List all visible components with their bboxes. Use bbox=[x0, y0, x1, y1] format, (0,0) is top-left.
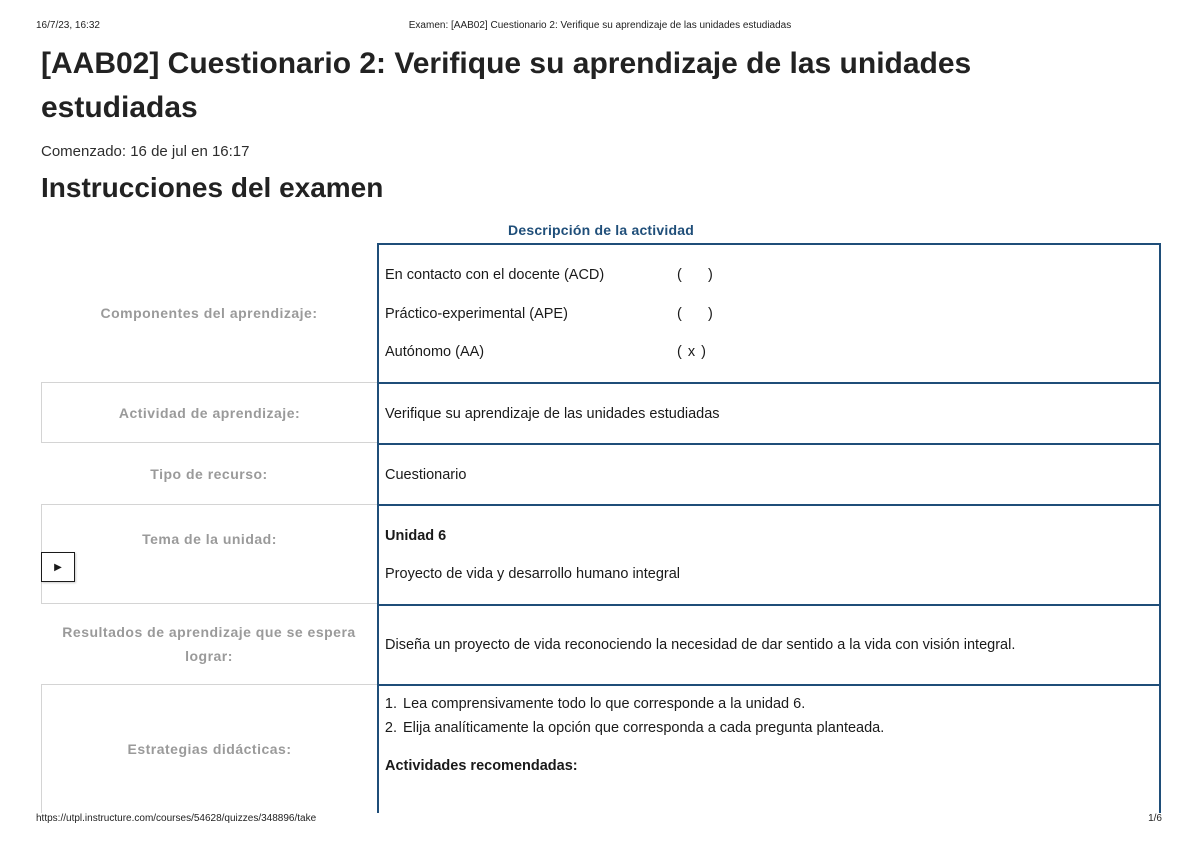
page-number: 1/6 bbox=[1148, 813, 1162, 824]
component-acd: En contacto con el docente (ACD) bbox=[385, 267, 605, 283]
strategy-step: 2. Elija analíticamente la opción que corresponda a cada pregunta planteada. bbox=[401, 716, 884, 740]
unit-topic-value bbox=[377, 504, 1161, 604]
activity-description-table bbox=[41, 243, 1161, 813]
recommended-activities-heading: Actividades recomendadas: bbox=[385, 758, 578, 774]
resource-label: Tipo de recurso: bbox=[150, 465, 268, 482]
table-row-results bbox=[41, 604, 1161, 684]
quiz-title: [AAB02] Cuestionario 2: Verifique su aprendizaje de las unidades estudiadas bbox=[41, 47, 972, 124]
strategies-value bbox=[377, 684, 1161, 813]
started-timestamp: Comenzado: 16 de jul en 16:17 bbox=[41, 143, 250, 160]
component-aa: Autónomo (AA) bbox=[385, 344, 485, 360]
components-label: Componentes del aprendizaje: bbox=[100, 304, 318, 321]
page-url: https://utpl.instructure.com/courses/54628/quizzes/348896/take bbox=[36, 813, 317, 824]
activity-label: Actividad de aprendizaje: bbox=[41, 382, 377, 443]
strategy-step: 1. Lea comprensivamente todo lo que corresponde a la unidad 6. bbox=[401, 692, 884, 716]
activity-value: Verifique su aprendizaje de las unidades estudiadas bbox=[377, 382, 1161, 443]
activity-table-caption: Descripción de la actividad bbox=[508, 222, 694, 238]
results-value: Diseña un proyecto de vida reconociendo la necesidad de dar sentido a la vida con visión integral. bbox=[377, 604, 1161, 684]
unit-title: Unidad 6 bbox=[385, 528, 447, 544]
component-ape-mark: ( ) bbox=[677, 306, 714, 322]
results-label: Resultados de aprendizaje que se espera lograr: bbox=[62, 624, 356, 664]
table-row-strategies bbox=[41, 684, 1161, 813]
table-row-resource bbox=[41, 443, 1161, 504]
resource-value: Cuestionario bbox=[377, 443, 1161, 504]
component-acd-mark: ( ) bbox=[677, 267, 714, 283]
print-document-title: Examen: [AAB02] Cuestionario 2: Verifique su aprendizaje de las unidades estudiadas bbox=[408, 20, 792, 31]
strategies-label: Estrategias didácticas: bbox=[41, 684, 377, 813]
table-row-activity bbox=[41, 382, 1161, 443]
strategies-list bbox=[385, 692, 884, 740]
table-row-components bbox=[41, 243, 1161, 382]
table-row-unit-topic bbox=[41, 504, 1161, 604]
components-value bbox=[377, 243, 1161, 382]
play-button[interactable] bbox=[41, 552, 75, 582]
component-aa-mark: ( x ) bbox=[677, 344, 707, 360]
print-date: 16/7/23, 16:32 bbox=[36, 20, 100, 31]
play-icon: ▶ bbox=[54, 561, 62, 573]
component-ape: Práctico-experimental (APE) bbox=[385, 306, 568, 322]
unit-topic-label: Tema de la unidad: bbox=[41, 504, 377, 604]
unit-description: Proyecto de vida y desarrollo humano integral bbox=[385, 566, 680, 582]
instructions-heading: Instrucciones del examen bbox=[41, 172, 384, 203]
